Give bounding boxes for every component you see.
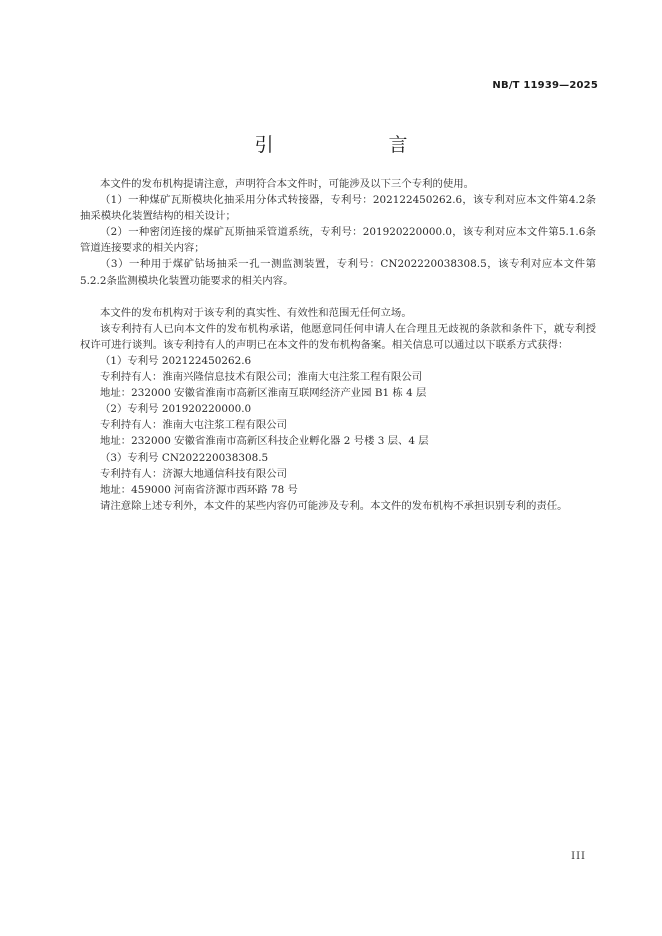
- patent-item-3: （3）一种用于煤矿钻场抽采一孔一测监测装置，专利号：CN202220038308.5，该专利对应本文件第5.2.2条监测模块化装置功能要求的相关内容。: [80, 258, 596, 287]
- other-patents-notice: 请注意除上述专利外，本文件的某些内容仍可能涉及专利。本文件的发布机构不承担识别专利的责任。: [100, 499, 568, 512]
- standard-code: NB/T 11939—2025: [492, 80, 598, 91]
- patent-item-2: （2）一种密闭连接的煤矿瓦斯抽采管道系统，专利号：201920220000.0，该专利对应本文件第5.1.6条管道连接要求的相关内容；: [80, 226, 596, 255]
- contact-patent-3-holder: 专利持有人：济源大地通信科技有限公司: [100, 467, 288, 480]
- contact-patent-3-address: 地址：459000 河南省济源市西环路 78 号: [100, 483, 298, 496]
- contact-patent-1-address: 地址：232000 安徽省淮南市高新区淮南互联网经济产业园 B1 栋 4 层: [100, 387, 427, 400]
- paragraph-gap: [80, 289, 596, 305]
- contact-patent-2-address: 地址：232000 安徽省淮南市高新区科技企业孵化器 2 号楼 3 层、4 层: [100, 435, 429, 448]
- position-statement: 本文件的发布机构对于该专利的真实性、有效性和范围无任何立场。: [100, 306, 412, 319]
- contact-patent-1-number: （1）专利号 202122450262.6: [100, 354, 252, 367]
- contact-patent-1-holder: 专利持有人：淮南兴隆信息技术有限公司；淮南大屯注浆工程有限公司: [100, 371, 423, 384]
- contact-patent-2-number: （2）专利号 201920220000.0: [100, 403, 252, 416]
- document-body: [80, 176, 596, 514]
- patent-item-1: （1）一种煤矿瓦斯模块化抽采用分体式转接器，专利号：202122450262.6，该专利对应本文件第4.2条抽采模块化装置结构的相关设计；: [80, 194, 596, 223]
- page-title: 引 言: [254, 134, 456, 156]
- contact-patent-2-holder: 专利持有人：淮南大屯注浆工程有限公司: [100, 419, 288, 432]
- license-commitment: 该专利持有人已向本文件的发布机构承诺，他愿意同任何申请人在合理且无歧视的条款和条件下，就专利授权许可进行谈判。该专利持有人的声明已在本文件的发布机构备案。相关信息可以通过以下联系方式获得：: [80, 322, 596, 351]
- patent-notice-intro: 本文件的发布机构提请注意，声明符合本文件时，可能涉及以下三个专利的使用。: [100, 178, 475, 190]
- page-number: III: [571, 851, 586, 862]
- contact-patent-3-number: （3）专利号 CN202220038308.5: [100, 451, 269, 464]
